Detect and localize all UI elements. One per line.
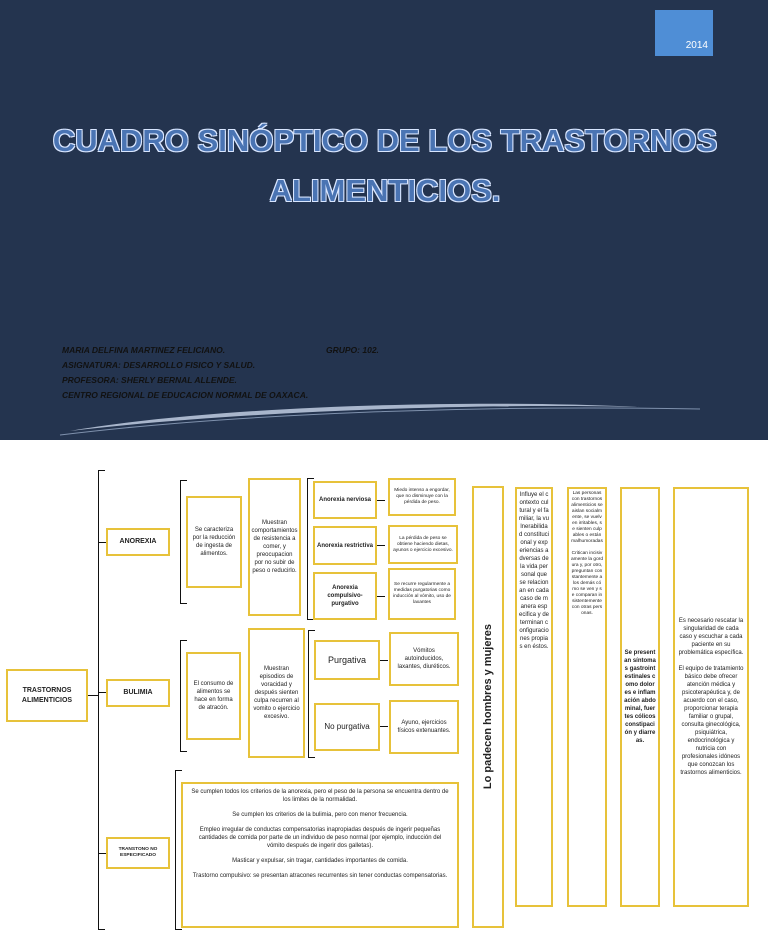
anorexia-nerviosa-desc: Miedo intenso a engordar, que no disminuye con la pérdida de peso. — [388, 478, 456, 516]
bulimia-definition: El consumo de alimentos se hace en forma de atracón. — [186, 652, 241, 740]
teacher-line: PROFESORA: SHERLY BERNAL ALLENDE. — [62, 375, 237, 385]
bulimia-behavior: Muestran episodios de voracidad y después sienten culpa recurren al vomito o ejercicio excesivo. — [248, 628, 305, 758]
bulimia-purgativa-desc: Vómitos autoinducidos, laxantes, diuréticos. — [389, 632, 459, 686]
anorexia-definition: Se caracteriza por la reducción de ingesta de alimentos. — [186, 496, 242, 588]
symptoms-column: Se presentan síntomas gastrointestinales como dolores e inflamación abdominal, fuertes cólicos constipación y diarreas. — [620, 487, 660, 907]
context-column: Influye el contexto cultural y el familiar, la vulnerabilidad constitucional y experiencias adversas de la vida personal que se relacionan en cada caso de manera especifica y determinan configuraciones propias en éstos. — [515, 487, 553, 907]
anorexia-restrictiva-desc: La pérdida de peso se obtiene haciendo dietas, ayunos o ejercicio excesivo. — [388, 525, 458, 564]
year-badge: 2014 — [655, 10, 713, 56]
bulimia-no-purgativa: No purgativa — [314, 703, 380, 751]
shared-label-box — [472, 486, 504, 928]
criteria-item: Empleo irregular de conductas compensatorias inapropiadas después de ingerir pequeñas cantidades de comida por parte de un individuo de peso normal (por ejemplo, inducción del vómito después de ingerir dos galletas). — [198, 827, 442, 849]
bulimia-node: BULIMIA — [106, 679, 170, 707]
anorexia-compulsiva: Anorexia compulsivo-purgativo — [313, 572, 377, 620]
author-line: MARIA DELFINA MARTINEZ FELICIANO. — [62, 345, 226, 355]
vertical-label: Lo padecen hombres y mujeres — [482, 624, 494, 790]
decorative-swoosh — [0, 395, 768, 440]
criteria-item: Masticar y expulsar, sin tragar, cantidades importantes de comida. — [232, 858, 408, 864]
connector — [88, 695, 98, 696]
root-brace — [98, 470, 105, 930]
anorexia-nerviosa: Anorexia nerviosa — [313, 481, 377, 519]
anorexia-behavior: Muestran comportamientos de resistencia a comer, y preocupacion por no subir de peso o reducirlo. — [248, 478, 301, 616]
criteria-item: Se cumplen todos los criterios de la anorexia, pero el peso de la persona se encuentra dentro de los limites de la normalidad. — [191, 789, 449, 803]
social-column: Las personas con trastornos alimenticios se aislan socialmente, se vuelven irritables, se sienten culpables o están malhumoradas Critican incisivamente la gordura y, por otro, preguntan constantemente a los demás cómo se ven y se comparan insistentemente con otras personas. — [567, 487, 607, 907]
author-info — [62, 343, 379, 403]
unspecified-node: TRANSTONO NO ESPECIFICADO — [106, 837, 170, 869]
anorexia-restrictiva: Anorexia restrictiva — [313, 526, 377, 565]
anorexia-node: ANOREXIA — [106, 528, 170, 556]
unspecified-criteria — [181, 782, 459, 928]
root-node: TRASTORNOS ALIMENTICIOS — [6, 669, 88, 722]
subject-line: ASIGNATURA: DESARROLLO FISICO Y SALUD. — [62, 360, 256, 370]
page-title: CUADRO SINÓPTICO DE LOS TRASTORNOS ALIMENTICIOS. — [52, 123, 718, 208]
bulimia-purgativa: Purgativa — [314, 640, 380, 680]
anorexia-compulsiva-desc: Se recurre regularmente a medidas purgatorias como inducción al vómito, uso de laxantes — [388, 568, 456, 620]
group-label: GRUPO: 102. — [326, 345, 379, 355]
criteria-item: Trastorno compulsivo: se presentan atracones recurrentes sin tener conductas compensatorias. — [192, 873, 448, 879]
treatment-column: Es necesario rescatar la singularidad de cada caso y escuchar a cada paciente en su problemática específica. El equipo de tratamiento básico debe ofrecer atención médica y psicoterapéutica y, de acuerdo con el caso, proporcionar terapia familiar o grupal, consulta ginecológica, psiquiátrica, endocrinológica y nutricia con profesionales idóneos que conozcan los trastornos alimenticios. — [673, 487, 749, 907]
school-line: CENTRO REGIONAL DE EDUCACION NORMAL DE OAXACA. — [62, 390, 309, 400]
cover-page — [0, 0, 768, 440]
criteria-item: Se cumplen los criterios de la bulimia, pero con menor frecuencia. — [232, 812, 408, 818]
bulimia-no-purgativa-desc: Ayuno, ejercicios físicos extenuantes. — [389, 700, 459, 754]
